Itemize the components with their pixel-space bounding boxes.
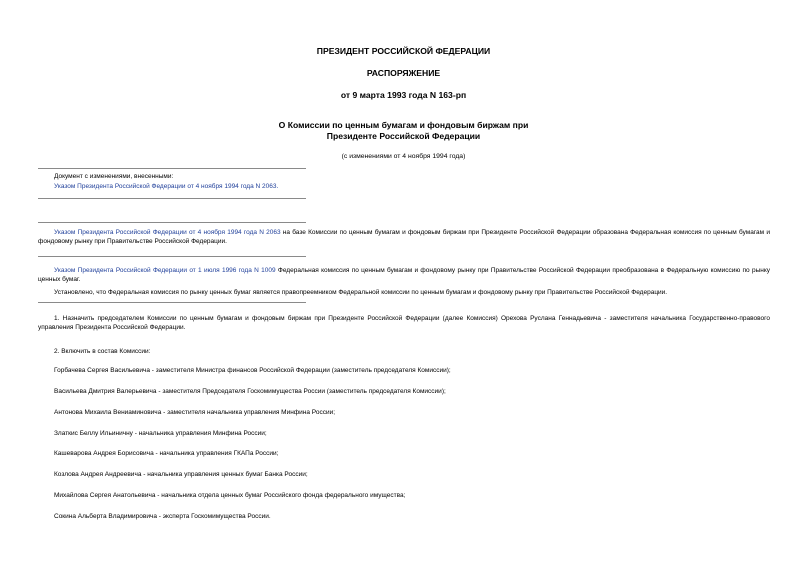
- changes-bottom-rule: [38, 198, 306, 199]
- changes-label: Документ с изменениями, внесенными:: [54, 173, 174, 180]
- note2-bottom-rule: [38, 302, 306, 303]
- member-item: Златкис Беллу Ильиничну - начальника управления Минфина России;: [54, 430, 267, 437]
- member-item: Михайлова Сергея Анатольевича - начальника отдела ценных бумаг Российского фонда федерального имущества;: [54, 492, 406, 499]
- document-type: РАСПОРЯЖЕНИЕ: [366, 68, 441, 78]
- document-subtitle: (с изменениями от 4 ноября 1994 года): [341, 153, 466, 160]
- note3-text: Установлено, что Федеральная комиссия по рынку ценных бумаг является правопреемником Федеральной комиссии по ценным бумагам и фондовому рынку при Правительстве Российской Федерации.: [54, 289, 668, 296]
- document-title-line2: Президенте Российской Федерации: [326, 131, 481, 141]
- note2-link[interactable]: Указом Президента Российской Федерации от 1 июля 1996 года N 1009: [54, 267, 276, 274]
- note2-text: Указом Президента Российской Федерации от 1 июля 1996 года N 1009 Федеральная комиссия по ценным бумагам и фондовому рынку при Правительстве Российской Федерации преобразована в Федеральную комиссию по рынку ценных бумаг.: [38, 267, 770, 283]
- paragraph-2: 2. Включить в состав Комиссии:: [54, 348, 151, 355]
- changes-link[interactable]: Указом Президента Российской Федерации от 4 ноября 1994 года N 2063.: [54, 183, 279, 190]
- note1-top-rule: [38, 222, 306, 223]
- issuer-heading: ПРЕЗИДЕНТ РОССИЙСКОЙ ФЕДЕРАЦИИ: [316, 46, 491, 56]
- changes-top-rule: [38, 168, 306, 169]
- member-item: Сокина Альберта Владимировича - эксперта Госкомимущества России.: [54, 513, 271, 520]
- note1-text: Указом Президента Российской Федерации от 4 ноября 1994 года N 2063 на базе Комиссии по ценным бумагам и фондовым биржам при Президенте Российской Федерации образована Федеральная комиссия по ценным бумагам и фондовому рынку при Правительстве Российской Федерации.: [38, 229, 770, 245]
- member-item: Васильева Дмитрия Валерьевича - заместителя Председателя Госкомимущества России (заместитель председателя Комиссии);: [54, 388, 446, 395]
- note1-link[interactable]: Указом Президента Российской Федерации от 4 ноября 1994 года N 2063: [54, 229, 281, 236]
- member-item: Козлова Андрея Андреевича - начальника управления ценных бумаг Банка России;: [54, 471, 308, 478]
- document-title-line1: О Комиссии по ценным бумагам и фондовым биржам при: [278, 120, 529, 130]
- member-item: Антонова Михаила Вениаминовича - заместителя начальника управления Минфина России;: [54, 409, 336, 416]
- member-item: Кашеварова Андрея Борисовича - начальника управления ГКАПа России;: [54, 450, 279, 457]
- document-date-number: от 9 марта 1993 года N 163-рп: [340, 90, 467, 100]
- member-item: Горбачева Сергея Васильевича - заместителя Министра финансов Российской Федерации (заместитель председателя Комиссии);: [54, 367, 451, 374]
- note1-bottom-rule: [38, 256, 306, 257]
- paragraph-1: 1. Назначить председателем Комиссии по ценным бумагам и фондовым биржам при Президенте Российской Федерации (далее Комиссия) Орехова Руслана Геннадьевича - заместителя начальника Государственно-правового управления Президента Российской Федерации.: [38, 315, 770, 331]
